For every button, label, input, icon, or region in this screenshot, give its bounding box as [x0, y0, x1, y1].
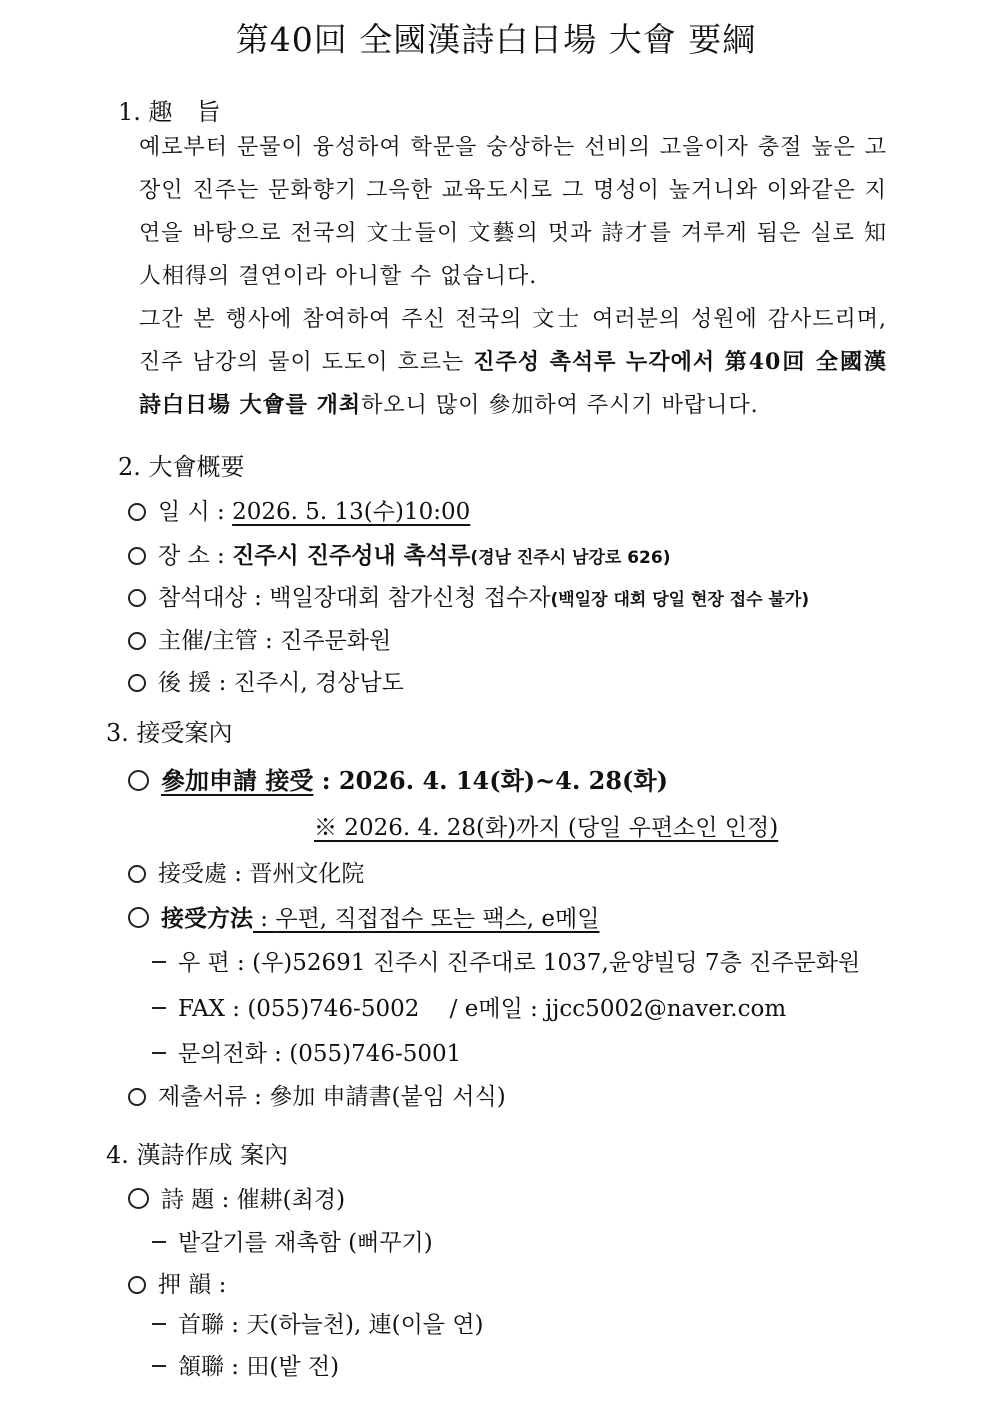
topic-desc-text: 밭갈기를 재촉함 (뻐꾸기) [178, 1230, 433, 1256]
page-title: 第40回 全國漢詩白日場 大會 要綱 [235, 20, 757, 59]
place-line [128, 537, 670, 570]
support-line [128, 664, 404, 697]
phone-text: 문의전화 : (055)746-5001 [178, 1041, 462, 1067]
purpose-text-a: 그간 본 행사에 참여하여 주신 전국의 文士 여러분의 성원에 감사드리며, 진주 남강의 물이 도도이 흐르는 [139, 307, 887, 375]
dash-bullet-icon [152, 961, 166, 963]
target-note: (백일장 대회 당일 현장 접수 불가) [550, 590, 810, 610]
rhyme-1-text: 首聯 : 天(하늘천), 連(이을 연) [178, 1312, 484, 1338]
method-value: 우편, 직접접수 또는 팩스, e메일 [275, 906, 600, 932]
dash-bullet-icon [152, 1365, 166, 1367]
circle-bullet-icon [128, 1276, 146, 1294]
circle-bullet-icon [128, 1088, 146, 1106]
section-4-heading: 4. 漢詩作成 案內 [106, 1141, 289, 1169]
place-label: 장 소 : [158, 543, 233, 569]
target-line [128, 579, 809, 612]
section-1-heading: 1. 趣 旨 [118, 98, 221, 126]
documents-line [128, 1078, 506, 1111]
rhyme-label: 押 韻 : [158, 1272, 227, 1298]
topic-text: 詩 題 : 催耕(최경) [161, 1187, 346, 1213]
topic-desc-line [152, 1224, 433, 1257]
purpose-paragraph-1: 예로부터 문물이 융성하여 학문을 숭상하는 선비의 고을이자 충절 높은 고장인 진주는 문화향기 그윽한 교육도시로 그 명성이 높거니와 이와같은 지연을 바탕으로 전국의 文士들이 文藝의 멋과 詩才를 겨루게 됨은 실로 知人相得의 결연이라 아니할 수 없습니다. [139, 135, 887, 289]
place-value: 진주시 진주성내 촉석루 [232, 542, 471, 569]
apply-label: 參加申請 接受 [161, 766, 314, 795]
circle-bullet-icon [128, 589, 146, 607]
method-line: 接受方法 : 우편, 직접접수 또는 팩스, e메일 [128, 900, 599, 933]
rhyme-2-text: 頷聯 : 田(밭 전) [178, 1354, 340, 1380]
apply-value: : 2026. 4. 14(화)~4. 28(화) [313, 766, 668, 795]
host-text: 主催/主管 : 진주문화원 [158, 628, 392, 654]
circle-bullet-icon [128, 865, 146, 883]
topic-line [128, 1181, 345, 1214]
host-line [128, 622, 391, 655]
phone-line [152, 1035, 461, 1068]
post-line [152, 944, 860, 977]
dash-bullet-icon [152, 1052, 166, 1054]
date-label: 일 시 : [158, 499, 233, 525]
rhyme-line [128, 1266, 226, 1299]
circle-bullet-icon [128, 547, 146, 565]
support-text: 後 援 : 진주시, 경상남도 [158, 670, 404, 696]
circle-bullet-icon [128, 503, 146, 521]
date-line [128, 493, 470, 526]
circle-bullet-icon [128, 632, 146, 650]
fax-email-text: FAX : (055)746-5002 / e메일 : jjcc5002@naver.com [178, 996, 787, 1022]
section-3-heading: 3. 接受案內 [106, 719, 233, 747]
purpose-text-b: 하오니 많이 參加하여 주시기 바랍니다. [361, 393, 759, 418]
circle-bullet-icon [128, 770, 149, 791]
method-label: 接受方法 [161, 905, 253, 932]
office-line [128, 855, 364, 888]
documents-text: 제출서류 : 參加 申請書(붙임 서식) [158, 1084, 506, 1110]
circle-bullet-icon [128, 1188, 149, 1209]
rhyme-1-line [152, 1306, 484, 1339]
circle-bullet-icon [128, 907, 149, 928]
purpose-paragraph-2 [139, 298, 887, 427]
dash-bullet-icon [152, 1007, 166, 1009]
post-text: 우 편 : (우)52691 진주시 진주대로 1037,윤양빌딩 7층 진주문화원 [178, 950, 861, 976]
apply-deadline-note: ※ 2026. 4. 28(화)까지 (당일 우편소인 인정) [314, 815, 779, 841]
purpose-text-bold: 진주성 촉석루 누각에서 第40回 全國漢詩白日場 大會를 개최 [139, 349, 887, 418]
office-text: 接受處 : 晋州文化院 [158, 861, 365, 887]
apply-period-line [128, 761, 668, 796]
section-2-heading: 2. 大會概要 [118, 453, 245, 481]
place-note: (경남 진주시 남강로 626) [470, 548, 671, 568]
dash-bullet-icon [152, 1323, 166, 1325]
dash-bullet-icon [152, 1241, 166, 1243]
target-label: 참석대상 : 백일장대회 참가신청 접수자 [158, 585, 551, 611]
circle-bullet-icon [128, 674, 146, 692]
rhyme-2-line [152, 1348, 339, 1381]
fax-line [152, 990, 786, 1023]
date-value: 2026. 5. 13(수)10:00 [232, 499, 471, 525]
